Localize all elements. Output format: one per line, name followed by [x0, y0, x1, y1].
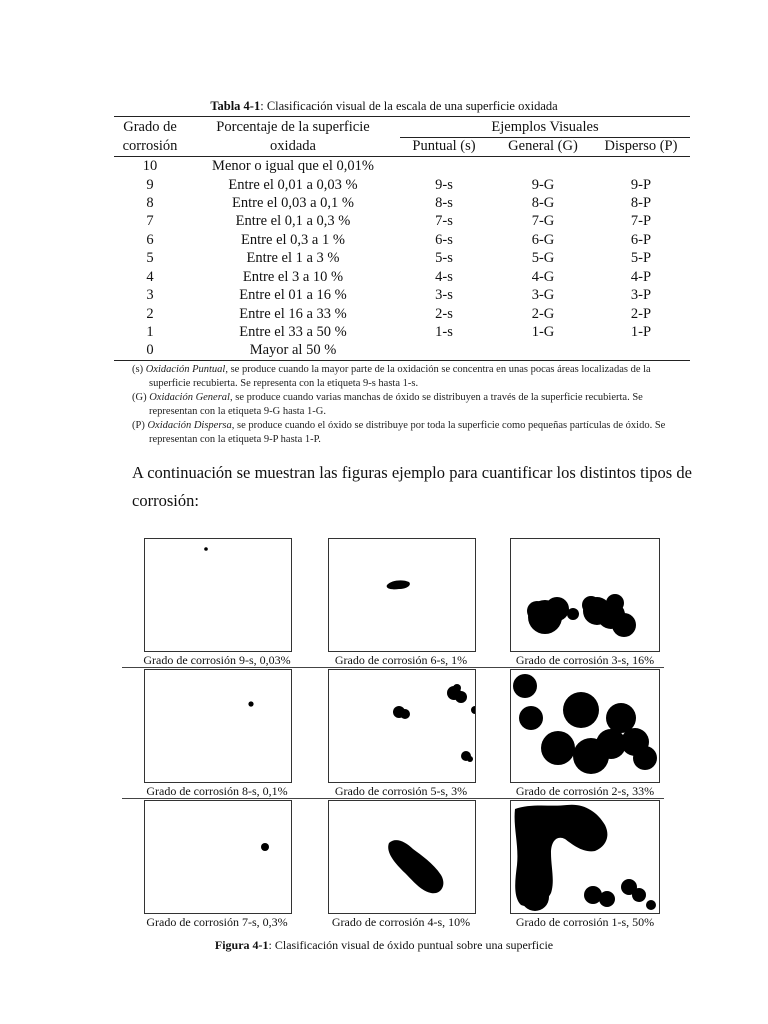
note-puntual — [132, 363, 677, 391]
cell-porcentaje: Mayor al 50 % — [249, 342, 337, 358]
header-porcentaje-line1: Porcentaje de la superficie — [216, 119, 370, 135]
header-grado-line1: Grado de — [123, 119, 177, 135]
cell-general: 3-G — [531, 287, 555, 303]
figure-5s-label: Grado de corrosión 5-s, 3% — [334, 784, 468, 798]
cell-grado: 6 — [146, 232, 154, 248]
header-general: General (G) — [508, 138, 578, 154]
cell-porcentaje: Entre el 3 a 10 % — [242, 269, 344, 285]
cell-grado: 4 — [146, 269, 154, 285]
cell-puntual: 6-s — [435, 232, 453, 248]
cell-grado: 5 — [146, 250, 154, 266]
cell-porcentaje: Entre el 01 a 16 % — [239, 287, 347, 303]
cell-disperso: 3-P — [630, 287, 652, 303]
cell-general: 9-G — [531, 177, 555, 193]
figure-8s — [144, 669, 292, 783]
figure-5s — [328, 669, 476, 783]
figure-caption-label: Figura 4-1 — [214, 938, 269, 952]
note-puntual-prefix: (s) — [132, 364, 146, 375]
cell-puntual: 5-s — [435, 250, 453, 266]
header-puntual: Puntual (s) — [412, 138, 476, 154]
cell-general: 2-G — [531, 306, 555, 322]
figure-4s — [328, 800, 476, 914]
figure-4s-image — [329, 801, 475, 913]
figure-6s — [328, 538, 476, 652]
note-general — [132, 391, 677, 419]
cell-disperso: 1-P — [630, 324, 652, 340]
cell-grado: 10 — [142, 158, 158, 174]
cell-disperso: 7-P — [630, 213, 652, 229]
figure-2s — [510, 669, 660, 783]
table-header-rule — [114, 156, 690, 157]
cell-disperso: 2-P — [630, 306, 652, 322]
table-notes — [132, 363, 677, 447]
figure-8s-image — [145, 670, 291, 782]
cell-puntual: 1-s — [435, 324, 453, 340]
cell-disperso: 6-P — [630, 232, 652, 248]
header-ejemplos: Ejemplos Visuales — [491, 119, 599, 135]
cell-general: 1-G — [531, 324, 555, 340]
cell-puntual: 2-s — [435, 306, 453, 322]
cell-porcentaje: Entre el 0,1 a 0,3 % — [235, 213, 351, 229]
intro-paragraph: A continuación se muestran las figuras ejemplo para cuantificar los distintos tipos de corrosión: — [132, 463, 692, 510]
cell-grado: 0 — [146, 342, 154, 358]
figure-2s-image — [511, 670, 659, 782]
figure-9s — [144, 538, 292, 652]
cell-porcentaje: Entre el 1 a 3 % — [246, 250, 340, 266]
figure-row-divider — [122, 798, 664, 799]
cell-general: 8-G — [531, 195, 555, 211]
cell-disperso: 5-P — [630, 250, 652, 266]
cell-puntual: 8-s — [435, 195, 453, 211]
figure-4s-label: Grado de corrosión 4-s, 10% — [331, 915, 471, 929]
note-dispersa-text: , se produce cuando el óxido se distribuye por toda la superficie como pequeñas partículas de óxido. Se representan con la etiqueta 9-P hasta 1-P. — [149, 420, 666, 445]
cell-disperso: 4-P — [630, 269, 652, 285]
cell-general: 5-G — [531, 250, 555, 266]
note-dispersa-term: Oxidación Dispersa — [147, 420, 232, 431]
figure-3s-label: Grado de corrosión 3-s, 16% — [515, 653, 655, 667]
figure-3s — [510, 538, 660, 652]
cell-porcentaje: Entre el 33 a 50 % — [239, 324, 347, 340]
note-general-term: Oxidación General — [149, 392, 230, 403]
cell-grado: 7 — [146, 213, 154, 229]
figure-caption — [0, 938, 768, 953]
table-caption-label: Tabla 4-1 — [210, 99, 261, 113]
figure-1s-label: Grado de corrosión 1-s, 50% — [515, 915, 655, 929]
table-caption-text: : Clasificación visual de la escala de una superficie oxidada — [260, 99, 558, 113]
table-top-rule — [114, 116, 690, 117]
table-caption — [0, 99, 768, 114]
cell-grado: 3 — [146, 287, 154, 303]
cell-general: 6-G — [531, 232, 555, 248]
figure-3s-image — [511, 539, 659, 651]
cell-disperso: 8-P — [630, 195, 652, 211]
cell-grado: 2 — [146, 306, 154, 322]
note-puntual-text: , se produce cuando la mayor parte de la oxidación se concentra en unas pocas áreas localizadas de la superficie recubierta. Se representa con la etiqueta 9-s hasta 1-s. — [149, 364, 651, 389]
cell-porcentaje: Entre el 0,01 a 0,03 % — [228, 177, 358, 193]
cell-porcentaje: Entre el 16 a 33 % — [239, 306, 347, 322]
note-puntual-term: Oxidación Puntual — [145, 364, 226, 375]
header-disperso: Disperso (P) — [604, 138, 678, 154]
figure-5s-image — [329, 670, 475, 782]
note-general-text: , se produce cuando varias manchas de óxido se distribuyen a través de la superficie recubierta. Se representan con la etiqueta 9-G hasta 1-G. — [149, 392, 643, 417]
figure-6s-image — [329, 539, 475, 651]
figure-7s-image — [145, 801, 291, 913]
cell-grado: 9 — [146, 177, 154, 193]
figure-9s-image — [145, 539, 291, 651]
cell-porcentaje: Entre el 0,3 a 1 % — [241, 232, 345, 248]
cell-porcentaje: Menor o igual que el 0,01% — [212, 158, 374, 174]
figure-caption-text: : Clasificación visual de óxido puntual sobre una superficie — [268, 938, 554, 952]
figure-7s — [144, 800, 292, 914]
figure-8s-label: Grado de corrosión 8-s, 0,1% — [146, 784, 288, 798]
cell-puntual: 3-s — [435, 287, 453, 303]
cell-puntual: 4-s — [435, 269, 453, 285]
cell-porcentaje: Entre el 0,03 a 0,1 % — [231, 195, 354, 211]
cell-general: 7-G — [531, 213, 555, 229]
note-dispersa-prefix: (P) — [132, 420, 148, 431]
header-porcentaje-line2: oxidada — [270, 138, 316, 154]
cell-disperso: 9-P — [630, 177, 652, 193]
table-bottom-rule — [114, 360, 690, 361]
figure-1s-image — [511, 801, 659, 913]
figure-1s — [510, 800, 660, 914]
cell-puntual: 7-s — [435, 213, 453, 229]
note-general-prefix: (G) — [132, 392, 150, 403]
header-grado-line2: corrosión — [122, 138, 178, 154]
figure-2s-label: Grado de corrosión 2-s, 33% — [515, 784, 655, 798]
figure-7s-label: Grado de corrosión 7-s, 0,3% — [146, 915, 288, 929]
figure-6s-label: Grado de corrosión 6-s, 1% — [334, 653, 468, 667]
figure-9s-label: Grado de corrosión 9-s, 0,03% — [143, 653, 291, 667]
cell-general: 4-G — [531, 269, 555, 285]
cell-grado: 1 — [146, 324, 154, 340]
figure-row-divider — [122, 667, 664, 668]
cell-puntual: 9-s — [435, 177, 453, 193]
cell-grado: 8 — [146, 195, 154, 211]
note-dispersa — [132, 419, 677, 447]
